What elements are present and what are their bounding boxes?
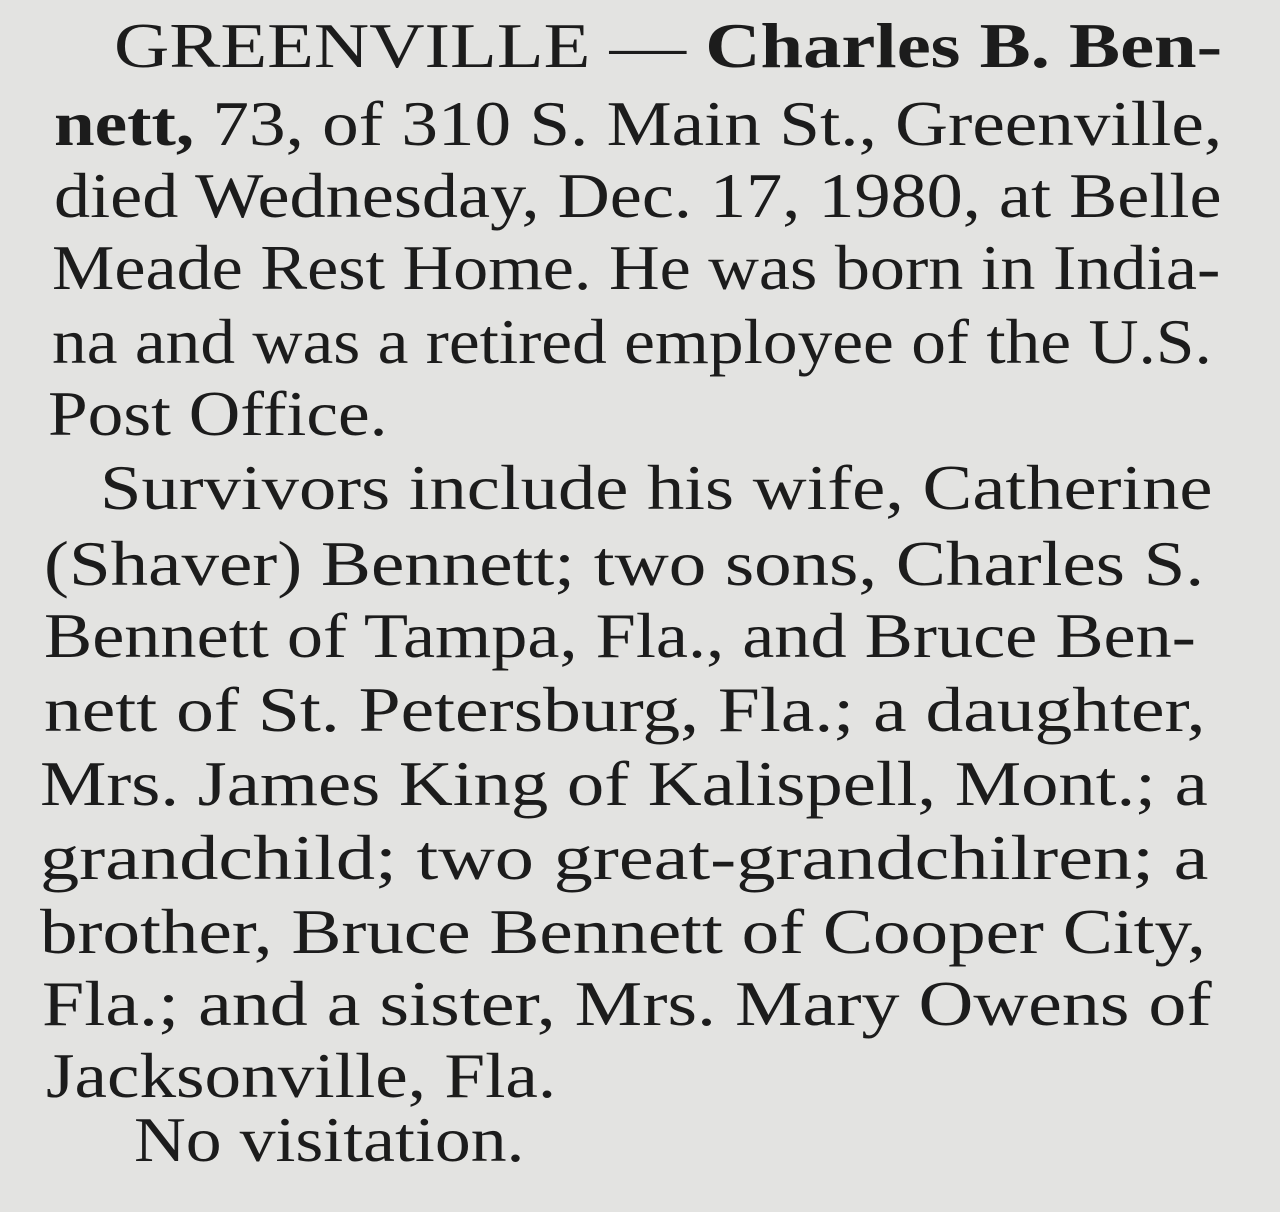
line-text: grandchild; two great-grandchilren; a xyxy=(40,822,1209,893)
obituary-line xyxy=(48,378,388,450)
line-text: (Shaver) Bennett; two sons, Charles S. xyxy=(44,528,1205,599)
line-text: na and was a retired employee of the U.S. xyxy=(52,306,1212,377)
obituary-line xyxy=(44,528,1204,600)
line-text: nett of St. Petersburg, Fla.; a daughter, xyxy=(44,674,1206,745)
obituary-line xyxy=(44,600,1196,672)
decedent-name-continued: nett, xyxy=(54,88,195,159)
line-text: Survivors include his wife, Catherine xyxy=(100,452,1213,523)
line-text: Meade Rest Home. He was born in India- xyxy=(52,232,1221,303)
closing-note: No visitation. xyxy=(134,1104,525,1175)
obituary-line xyxy=(54,160,1222,232)
line-text: brother, Bruce Bennett of Cooper City, xyxy=(40,896,1206,967)
obituary-line xyxy=(40,748,1208,820)
obituary-line xyxy=(52,232,1220,304)
line-text: Mrs. James King of Kalispell, Mont.; a xyxy=(40,748,1208,819)
obituary-line xyxy=(40,896,1206,968)
decedent-name: Charles B. Ben- xyxy=(705,10,1223,81)
obituary-line xyxy=(100,452,1213,524)
line-text: Jacksonville, Fla. xyxy=(46,1040,557,1111)
obituary-line xyxy=(46,1040,556,1112)
obituary-line xyxy=(52,306,1212,378)
obituary-line xyxy=(54,88,1222,160)
line-text: died Wednesday, Dec. 17, 1980, at Belle xyxy=(54,160,1222,231)
dateline: GREENVILLE — xyxy=(114,10,706,81)
obituary-line xyxy=(40,822,1208,894)
obituary-line xyxy=(44,674,1205,746)
line-text: Post Office. xyxy=(48,378,388,449)
obituary-line xyxy=(42,968,1212,1040)
obituary-line xyxy=(114,10,1222,82)
line-text: Fla.; and a sister, Mrs. Mary Owens of xyxy=(42,968,1212,1039)
obituary-line xyxy=(134,1104,524,1176)
line-text: 73, of 310 S. Main St., Greenville, xyxy=(194,88,1223,159)
line-text: Bennett of Tampa, Fla., and Bruce Ben- xyxy=(44,600,1196,671)
